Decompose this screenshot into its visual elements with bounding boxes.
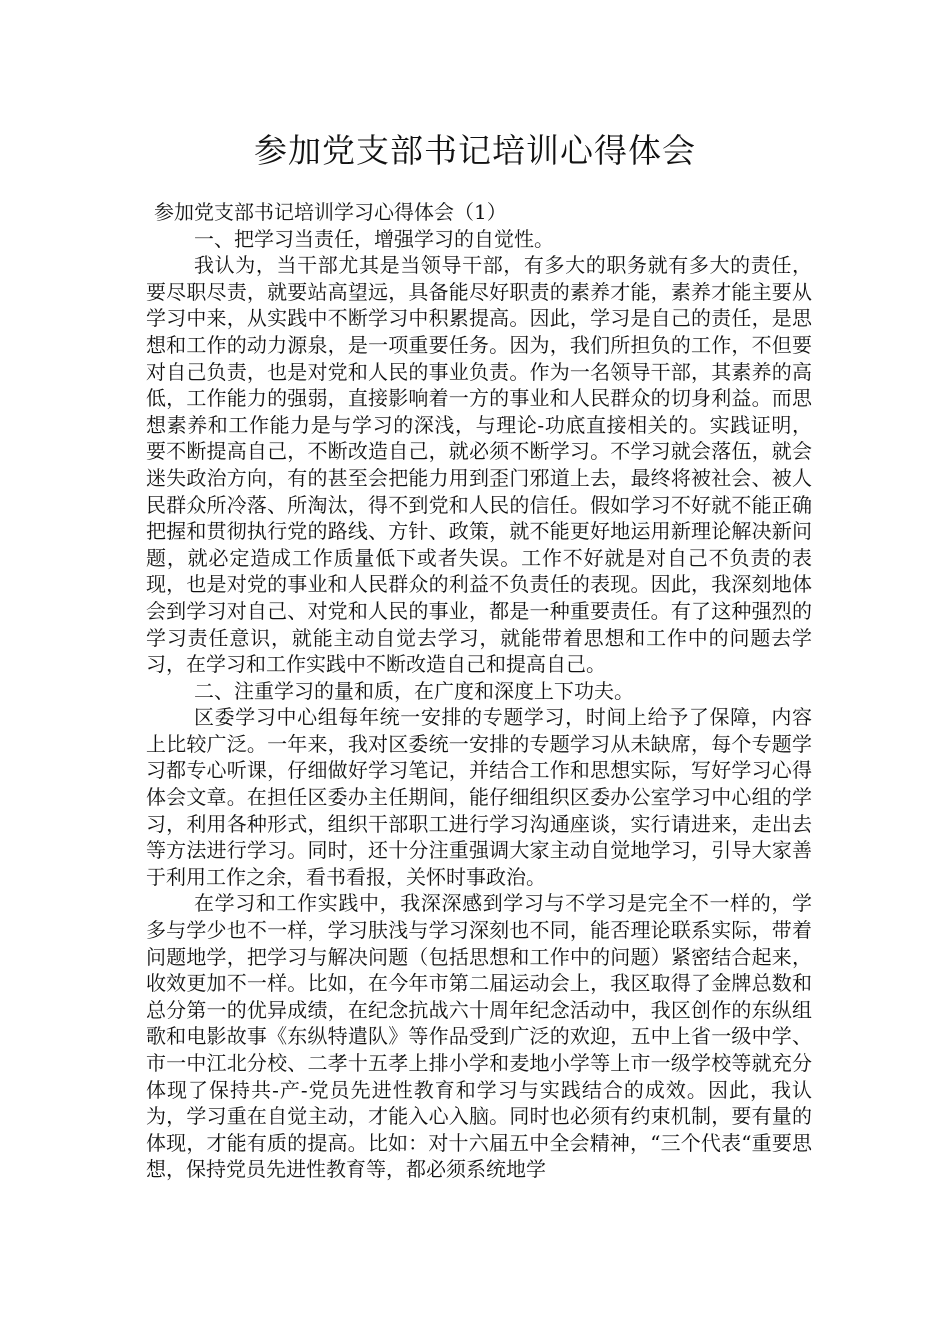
- body-paragraph-2: 区委学习中心组每年统一安排的专题学习，时间上给予了保障，内容上比较广泛。一年来，我对区委统一安排的专题学习从未缺席，每个专题学习都专心听课，仔细做好学习笔记，并结合工作和思想实际，写好学习心得体会文章。在担任区委办主任期间，能仔细组织区委办公室学习中心组的学习，利用各种形式，组织干部职工进行学习沟通座谈，实行请进来，走出去等方法进行学习。同时，还十分注重强调大家主动自觉地学习，引导大家善于利用工作之余，看书看报，关怀时事政治。: [146, 705, 812, 889]
- document-body: [146, 199, 812, 1183]
- section-heading-1: 一、把学习当责任，增强学习的自觉性。: [194, 226, 554, 251]
- section-heading-2: 二、注重学习的量和质，在广度和深度上下功夫。: [194, 678, 634, 703]
- document-subtitle: 参加党支部书记培训学习心得体会（1）: [154, 200, 507, 224]
- document-title: 参加党支部书记培训心得体会: [254, 131, 696, 170]
- body-paragraph-1: 我认为，当干部尤其是当领导干部，有多大的职务就有多大的责任，要尽职尽责，就要站高望远，具备能尽好职责的素养才能，素养才能主要从学习中来，从实践中不断学习中积累提高。因此，学习是自己的责任，是思想和工作的动力源泉，是一项重要任务。因为，我们所担负的工作，不但要对自己负责，也是对党和人民的事业负责。作为一名领导干部，其素养的高低，工作能力的强弱，直接影响着一方的事业和人民群众的切身利益。而思想素养和工作能力是与学习的深浅，与理论-功底直接相关的。实践证明，要不断提高自己，不断改造自己，就必须不断学习。不学习就会落伍，就会迷失政治方向，有的甚至会把能力用到歪门邪道上去，最终将被社会、被人民群众所冷落、所淘汰，得不到党和人民的信任。假如学习不好就不能正确把握和贯彻执行党的路线、方针、政策，就不能更好地运用新理论解决新问题，就必定造成工作质量低下或者失误。工作不好就是对自己不负责的表现，也是对党的事业和人民群众的利益不负责任的表现。因此，我深刻地体会到学习对自己、对党和人民的事业，都是一种重要责任。有了这种强烈的学习责任意识，就能主动自觉去学习，就能带着思想和工作中的问题去学习，在学习和工作实践中不断改造自己和提高自己。: [146, 253, 812, 677]
- body-paragraph-3: 在学习和工作实践中，我深深感到学习与不学习是完全不一样的，学多与学少也不一样，学习肤浅与学习深刻也不同，能否理论联系实际，带着问题地学，把学习与解决问题（包括思想和工作中的问题）紧密结合起来，收效更加不一样。比如，在今年市第二届运动会上，我区取得了金牌总数和总分第一的优异成绩，在纪念抗战六十周年纪念活动中，我区创作的东纵组歌和电影故事《东纵特遣队》等作品受到广泛的欢迎，五中上省一级中学、市一中江北分校、二孝十五孝上排小学和麦地小学等上市一级学校等就充分体现了保持共-产-党员先进性教育和学习与实践结合的成效。因此，我认为，学习重在自觉主动，才能入心入脑。同时也必须有约束机制，要有量的体现，才能有质的提高。比如：对十六届五中全会精神，“三个代表“重要思想，保持党员先进性教育等，都必须系统地学: [146, 891, 812, 1182]
